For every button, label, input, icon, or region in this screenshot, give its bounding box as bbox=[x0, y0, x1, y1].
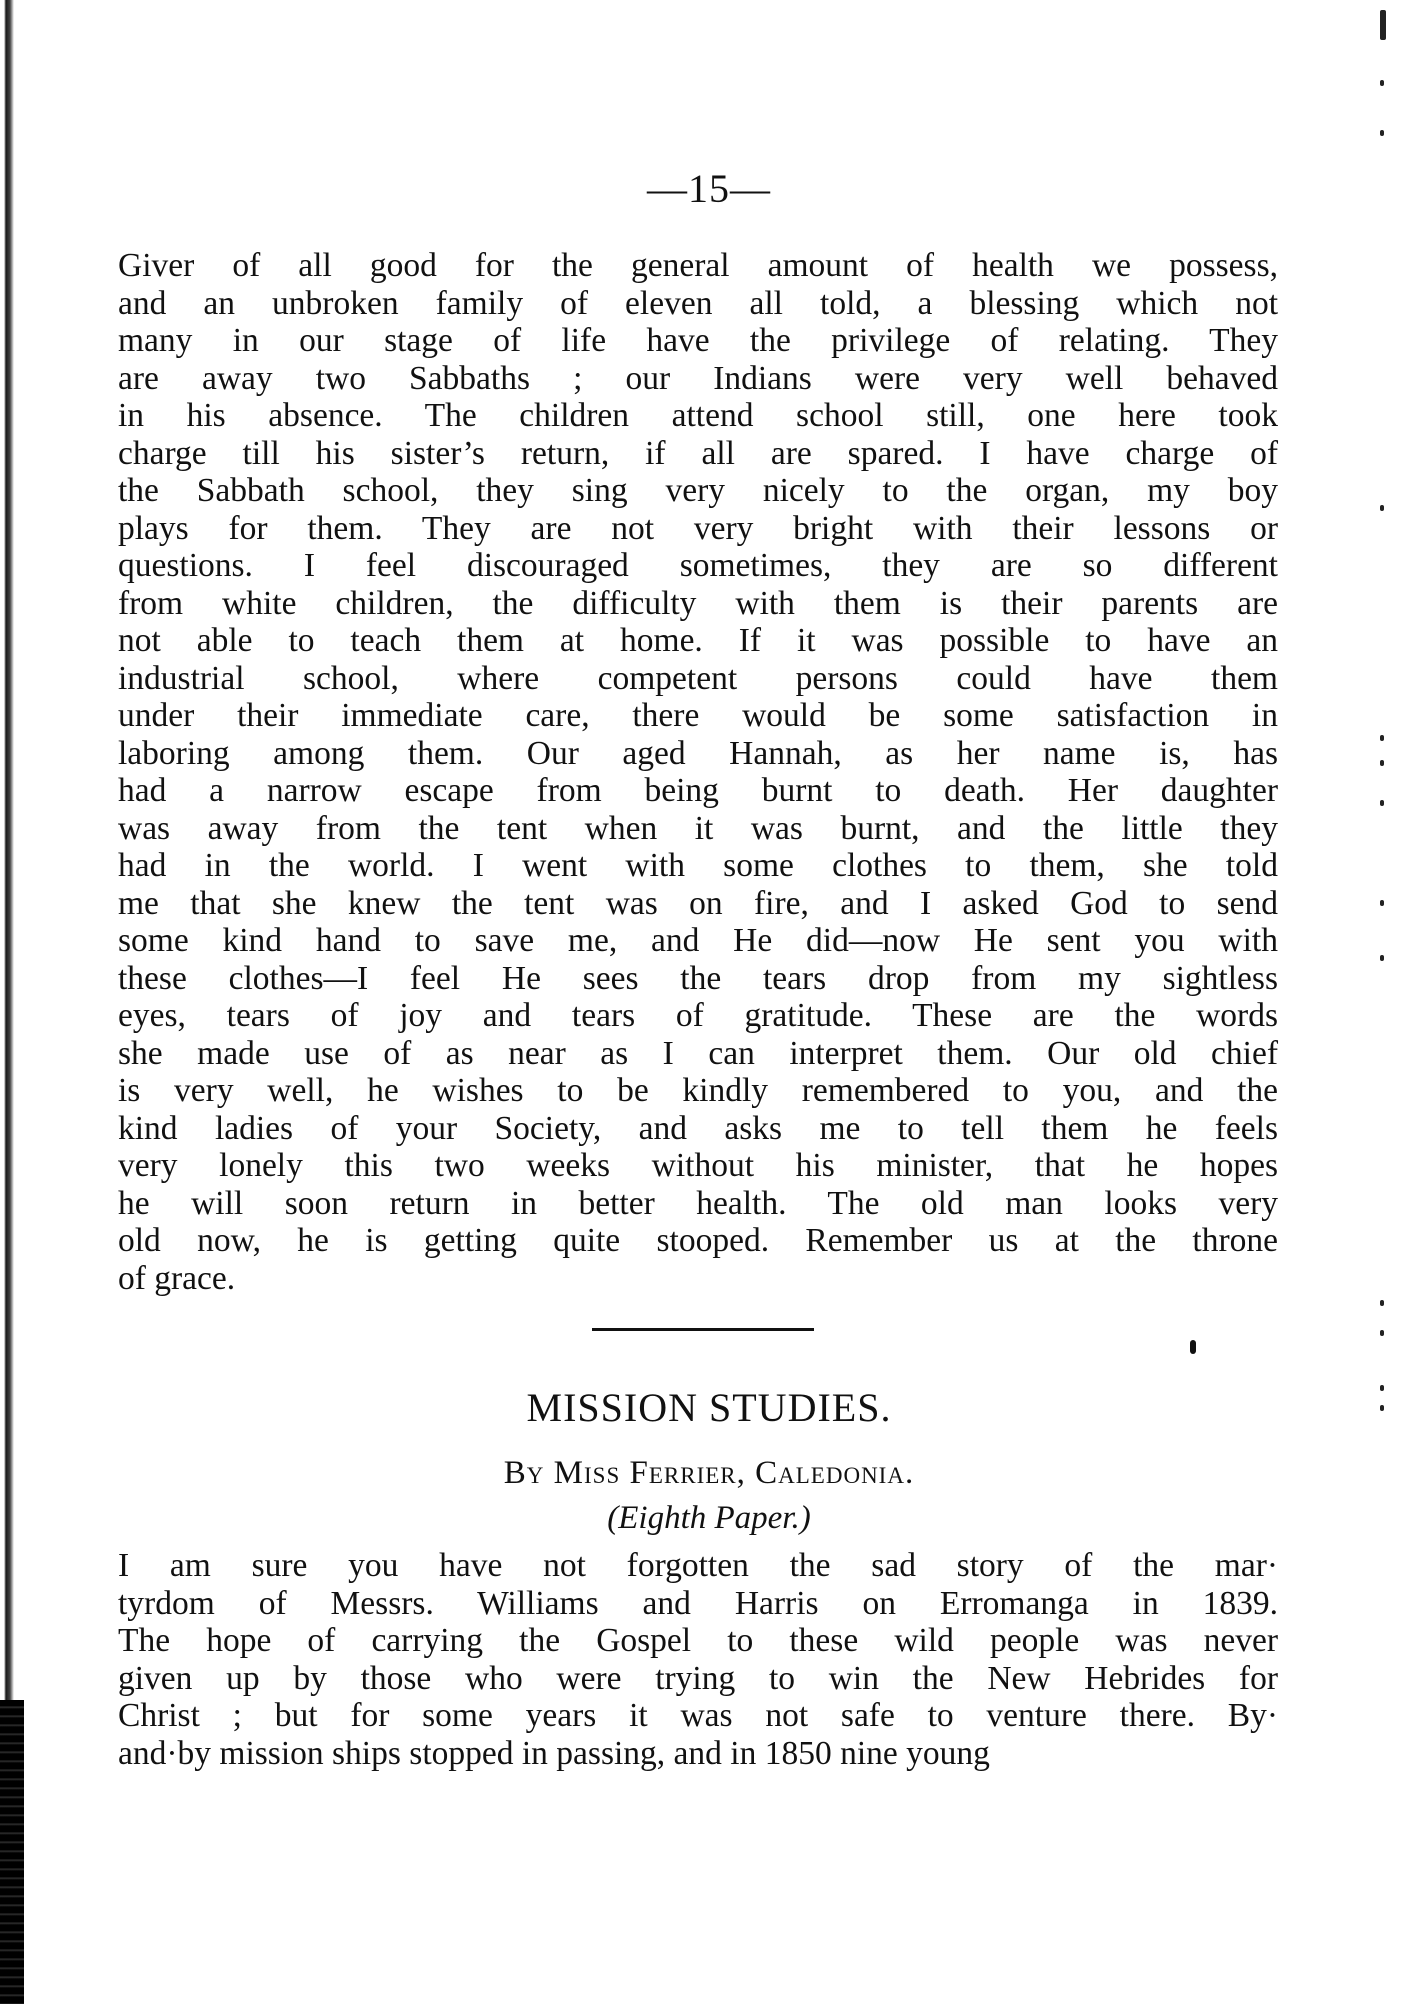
text-line: was away from the tent when it was burnt, and the little they bbox=[118, 809, 1278, 847]
text-line: he will soon return in better health. The old man looks very bbox=[118, 1184, 1278, 1222]
text-line: she made use of as near as I can interpret them. Our old chief bbox=[118, 1034, 1278, 1072]
letter-paragraph bbox=[118, 247, 1278, 1297]
edge-speck bbox=[1380, 760, 1384, 766]
edge-speck bbox=[1380, 505, 1384, 511]
text-line: is very well, he wishes to be kindly remembered to you, and the bbox=[118, 1072, 1278, 1109]
right-edge-specks bbox=[1380, 0, 1400, 2004]
text-line: had a narrow escape from being burnt to death. Her daughter bbox=[118, 772, 1278, 809]
edge-speck bbox=[1380, 80, 1384, 86]
text-line: under their immediate care, there would be some satisfaction in bbox=[118, 697, 1278, 734]
ink-speck bbox=[1190, 1340, 1196, 1354]
text-line: The hope of carrying the Gospel to these wild people was never bbox=[118, 1622, 1278, 1659]
text-line: I am sure you have not forgotten the sad story of the mar· bbox=[118, 1547, 1278, 1584]
edge-speck bbox=[1380, 955, 1384, 961]
text-line: from white children, the difficulty with them is their parents are bbox=[118, 584, 1278, 622]
paper-note bbox=[0, 1500, 1418, 1537]
edge-speck bbox=[1380, 10, 1386, 40]
text-line: in his absence. The children attend school still, one here took bbox=[118, 397, 1278, 434]
text-line: kind ladies of your Society, and asks me to tell them he feels bbox=[118, 1109, 1278, 1147]
text-line: many in our stage of life have the privilege of relating. They bbox=[118, 322, 1278, 359]
text-line: given up by those who were trying to win the New Hebrides for bbox=[118, 1659, 1278, 1697]
text-line: old now, he is getting quite stooped. Remember us at the throne bbox=[118, 1222, 1278, 1259]
byline: By Miss Ferrier, Caledonia. bbox=[503, 1455, 915, 1491]
text-line: laboring among them. Our aged Hannah, as her name is, has bbox=[118, 734, 1278, 772]
paper-note-text: (Eighth Paper.) bbox=[607, 1500, 811, 1536]
page-number: —15— bbox=[647, 166, 771, 211]
edge-speck bbox=[1380, 1300, 1384, 1306]
text-line: charge till his sister’s return, if all are spared. I have charge of bbox=[118, 434, 1278, 472]
text-line: these clothes—I feel He sees the tears drop from my sightless bbox=[118, 959, 1278, 997]
text-line: me that she knew the tent was on fire, and I asked God to send bbox=[118, 884, 1278, 922]
text-line: had in the world. I went with some clothes to them, she told bbox=[118, 847, 1278, 884]
section-divider bbox=[592, 1328, 814, 1331]
text-line: the Sabbath school, they sing very nicely to the organ, my boy bbox=[118, 472, 1278, 509]
text-line: Giver of all good for the general amount of health we possess, bbox=[118, 247, 1278, 284]
text-line: and an unbroken family of eleven all told, a blessing which not bbox=[118, 284, 1278, 322]
mission-studies-paragraph bbox=[118, 1547, 1278, 1772]
edge-speck bbox=[1380, 130, 1384, 136]
text-line: some kind hand to save me, and He did—now He sent you with bbox=[118, 922, 1278, 959]
text-line: plays for them. They are not very bright with their lessons or bbox=[118, 509, 1278, 547]
text-line: very lonely this two weeks without his minister, that he hopes bbox=[118, 1147, 1278, 1184]
text-line: not able to teach them at home. If it was possible to have an bbox=[118, 622, 1278, 659]
edge-speck bbox=[1380, 1330, 1384, 1336]
text-line: of grace. bbox=[118, 1259, 236, 1297]
edge-speck bbox=[1380, 735, 1384, 741]
text-line: are away two Sabbaths ; our Indians were very well behaved bbox=[118, 359, 1278, 397]
text-line: tyrdom of Messrs. Williams and Harris on Erromanga in 1839. bbox=[118, 1584, 1278, 1622]
edge-speck bbox=[1380, 800, 1384, 806]
text-line: industrial school, where competent persons could have them bbox=[118, 659, 1278, 697]
text-line: eyes, tears of joy and tears of gratitude. These are the words bbox=[118, 997, 1278, 1034]
edge-speck bbox=[1380, 900, 1384, 906]
text-line: and·by mission ships stopped in passing, and in 1850 nine young bbox=[118, 1734, 990, 1772]
section-title: MISSION STUDIES. bbox=[526, 1385, 892, 1430]
binding-edge-shadow bbox=[0, 1700, 24, 2004]
text-line: questions. I feel discouraged sometimes, they are so different bbox=[118, 547, 1278, 584]
text-line: Christ ; but for some years it was not safe to venture there. By· bbox=[118, 1697, 1278, 1734]
